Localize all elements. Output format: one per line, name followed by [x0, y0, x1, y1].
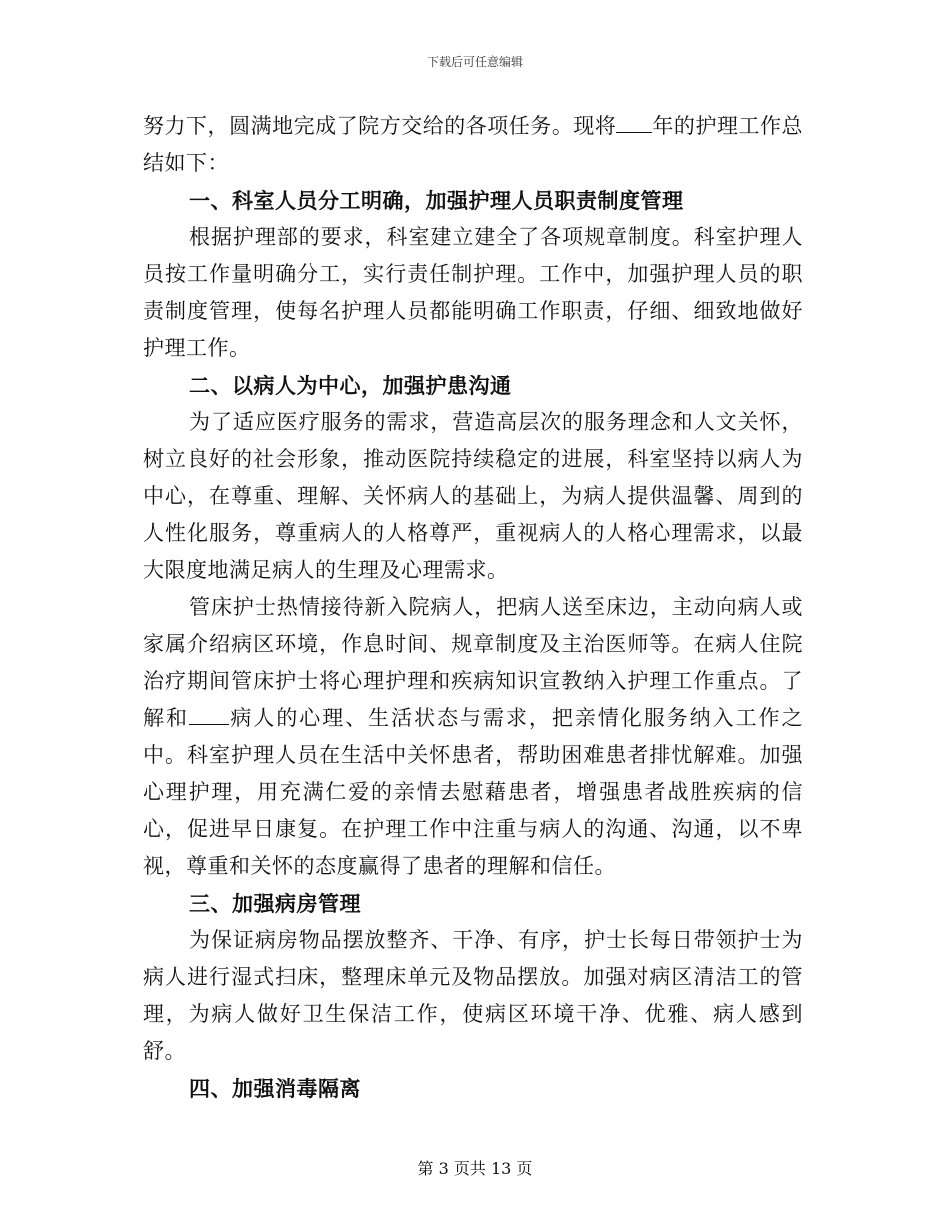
fill-blank — [189, 702, 229, 725]
paragraph-2: 为了适应医疗服务的需求，营造高层次的服务理念和人文关怀，树立良好的社会形象，推动医院持续稳定的进展，科室坚持以病人为中心，在尊重、理解、关怀病人的基础上，为病人提供温馨、周到的人性化服务，尊重病人的人格尊严，重视病人的人格心理需求，以最大限度地满足病人的生理及心理需求。 — [143, 410, 803, 582]
text-span: 管床护士热情接待新入院病人，把病人送至床边，主动向病人或家属介绍病区环境，作息时间、规章制度及主治医师等。在病人住院治疗期间管床护士将心理护理和疾病知识宣教纳入护理工作重点。了解和 — [143, 595, 803, 730]
section-heading-4: 四、加强消毒隔离 — [189, 1076, 361, 1101]
document-body — [143, 108, 803, 1107]
section-heading-1: 一、科室人员分工明确，加强护理人员职责制度管理 — [189, 188, 684, 213]
text-span: 年的护理工作总结如下： — [143, 114, 804, 175]
paragraph-4: 为保证病房物品摆放整齐、干净、有序，护士长每日带领护士为病人进行湿式扫床，整理床单元及物品摆放。加强对病区清洁工的管理，为病人做好卫生保洁工作，使病区环境干净、优雅、病人感到舒。 — [143, 928, 803, 1063]
page-header: 下载后可任意编辑 — [426, 55, 523, 69]
text-span: 努力下，圆满地完成了院方交给的各项任务。现将 — [143, 114, 617, 138]
fill-blank — [616, 110, 652, 133]
paragraph-intro — [143, 108, 803, 182]
paragraph-3 — [143, 589, 803, 885]
section-heading-3: 三、加强病房管理 — [189, 891, 361, 916]
text-span: 病人的心理、生活状态与需求，把亲情化服务纳入工作之中。科室护理人员在生活中关怀患者，帮助困难患者排忧解难。加强心理护理，用充满仁爱的亲情去慰藉患者，增强患者战胜疾病的信心，促进早日康复。在护理工作中注重与病人的沟通、沟通，以不卑视，尊重和关怀的态度赢得了患者的理解和信任。 — [143, 706, 804, 878]
page-footer: 第 3 页共 13 页 — [417, 1159, 533, 1178]
paragraph-1: 根据护理部的要求，科室建立建全了各项规章制度。科室护理人员按工作量明确分工，实行责任制护理。工作中，加强护理人员的职责制度管理，使每名护理人员都能明确工作职责，仔细、细致地做好护理工作。 — [143, 225, 803, 360]
section-heading-2: 二、以病人为中心，加强护患沟通 — [189, 373, 512, 398]
